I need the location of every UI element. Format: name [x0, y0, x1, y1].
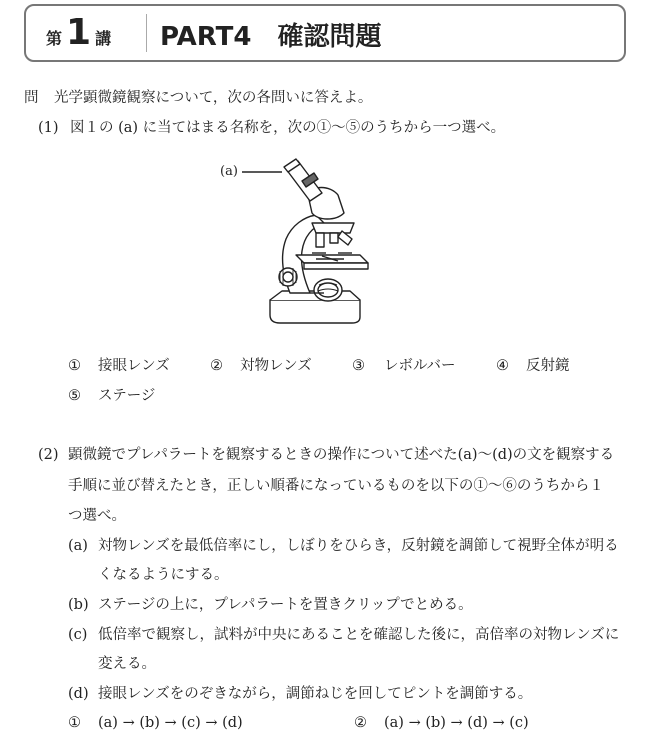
header-divider — [146, 14, 147, 52]
lecture-suffix: 講 — [95, 29, 112, 48]
q1-choice-2-text: 対物レンズ — [240, 358, 312, 374]
q1-choice-3-text: レボルバー — [384, 358, 456, 374]
q2-option-2-text: (a) → (b) → (d) → (c) — [384, 715, 529, 731]
lecture-header — [24, 4, 626, 62]
question-text: 光学顕微鏡観察について，次の各問いに答えよ。 — [54, 90, 373, 106]
lecture-number: 1 — [66, 12, 92, 53]
question-marker: 問 — [24, 90, 39, 106]
step-a-label: (a) — [68, 538, 88, 554]
q2-number: (2) — [38, 447, 59, 463]
q1-choice-1-mark: ① — [68, 358, 81, 374]
q2-line-3: つ選べ。 — [68, 508, 126, 524]
step-b-line-1: ステージの上に，プレパラートを置きクリップでとめる。 — [98, 597, 473, 613]
lecture-prefix: 第 — [46, 29, 63, 48]
q2-line-1: 顕微鏡でプレパラートを観察するときの操作について述べた(a)～(d)の文を観察する — [68, 447, 615, 463]
q1-choice-2-mark: ② — [210, 358, 223, 374]
q1-choice-5-text: ステージ — [98, 388, 156, 404]
step-b-label: (b) — [68, 597, 89, 613]
q1-choice-4-text: 反射鏡 — [526, 358, 570, 374]
microscope-illustration — [220, 155, 380, 335]
q1-choice-3-mark: ③ — [352, 358, 365, 374]
q2-option-1-text: (a) → (b) → (c) → (d) — [98, 715, 243, 731]
step-a-line-2: くなるようにする。 — [98, 567, 229, 583]
q2-option-2-mark: ② — [354, 715, 367, 731]
q1-choice-4-mark: ④ — [496, 358, 509, 374]
q2-option-1-mark: ① — [68, 715, 81, 731]
q1-choice-5-mark: ⑤ — [68, 388, 81, 404]
step-c-label: (c) — [68, 627, 88, 643]
page-title: PART4 確認問題 — [160, 22, 382, 52]
step-d-line-1: 接眼レンズをのぞきながら，調節ねじを回してピントを調節する。 — [98, 686, 533, 702]
figure-label-a: (a) — [220, 164, 238, 179]
q1-text: 図１の (a) に当てはまる名称を，次の①～⑤のうちから一つ選べ。 — [70, 120, 506, 136]
lecture-badge — [46, 12, 111, 54]
step-c-line-1: 低倍率で観察し，試料が中央にあることを確認した後に，高倍率の対物レンズに — [98, 627, 620, 643]
q1-number: (1) — [38, 120, 59, 136]
q2-line-2: 手順に並び替えたとき，正しい順番になっているものを以下の①～⑥のうちから１ — [68, 478, 604, 494]
step-a-line-1: 対物レンズを最低倍率にし，しぼりをひらき，反射鏡を調節して視野全体が明る — [98, 538, 619, 554]
step-d-label: (d) — [68, 686, 89, 702]
microscope-figure — [220, 155, 380, 335]
q1-choice-1-text: 接眼レンズ — [98, 358, 170, 374]
step-c-line-2: 変える。 — [98, 656, 156, 672]
